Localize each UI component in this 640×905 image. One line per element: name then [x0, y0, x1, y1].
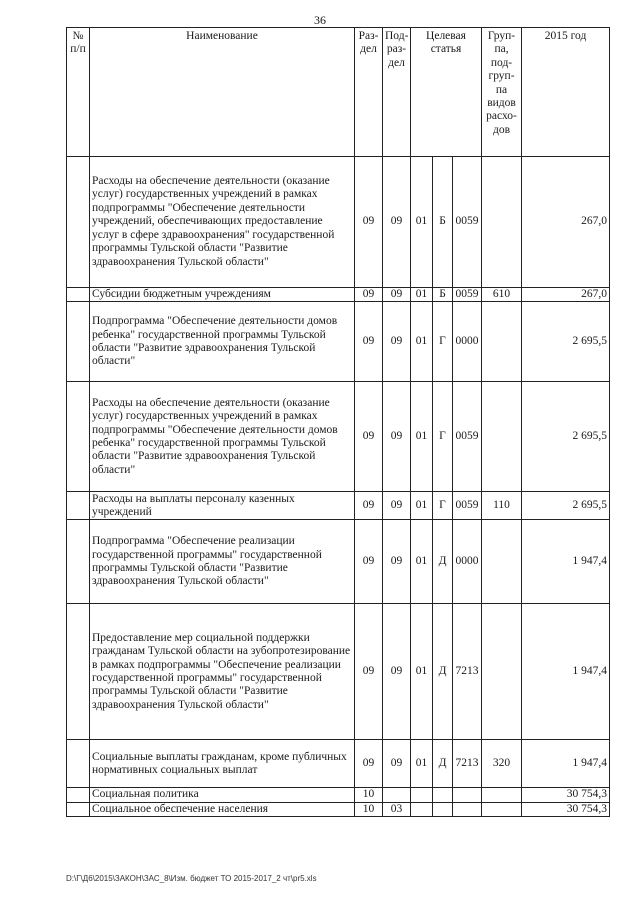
cell-name: Подпрограмма "Обеспечение реализации государственной программы" государственной программы Тульской области "Развитие здравоохранения Тульской области"	[90, 520, 355, 604]
cell-amount: 267,0	[522, 157, 610, 288]
cell-name: Предоставление мер социальной поддержки гражданам Тульской области на зубопротезирование в рамках подпрограммы "Обеспечение реализации государственной программы" государственной программы Тульской области "Развитие здравоохранения Тульской области"	[90, 604, 355, 740]
cell-group	[482, 520, 522, 604]
cell-razdel: 09	[355, 157, 383, 288]
cell-group	[482, 802, 522, 816]
table-row	[67, 802, 610, 816]
cell-podrazdel: 09	[383, 302, 411, 382]
cell-num	[67, 492, 90, 520]
header-num: № п/п	[67, 28, 90, 157]
cell-amount: 30 754,3	[522, 788, 610, 802]
table-body	[67, 157, 610, 817]
cell-razdel: 09	[355, 288, 383, 302]
cell-num	[67, 788, 90, 802]
table-row	[67, 157, 610, 288]
cell-target-3: 0000	[453, 520, 482, 604]
cell-target-1: 01	[411, 740, 433, 788]
table-row	[67, 492, 610, 520]
cell-razdel: 09	[355, 740, 383, 788]
cell-target-2: Г	[433, 492, 453, 520]
cell-podrazdel: 09	[383, 520, 411, 604]
cell-amount: 2 695,5	[522, 492, 610, 520]
cell-razdel: 09	[355, 492, 383, 520]
cell-razdel: 09	[355, 520, 383, 604]
cell-group	[482, 302, 522, 382]
cell-target-2	[433, 802, 453, 816]
cell-target-3: 0059	[453, 382, 482, 492]
file-path-footer: D:\Г\Д6\2015\ЗАКОН\ЗАС_8\Изм. бюджет ТО 2015-2017_2 чт\pr5.xls	[66, 874, 317, 883]
cell-num	[67, 157, 90, 288]
page-number: 36	[314, 13, 326, 27]
cell-podrazdel: 09	[383, 157, 411, 288]
cell-target-3	[453, 788, 482, 802]
cell-target-1: 01	[411, 492, 433, 520]
table-row	[67, 788, 610, 802]
cell-podrazdel: 09	[383, 288, 411, 302]
cell-target-1: 01	[411, 520, 433, 604]
header-row	[67, 28, 610, 157]
cell-num	[67, 288, 90, 302]
cell-podrazdel: 03	[383, 802, 411, 816]
cell-target-2: Д	[433, 740, 453, 788]
cell-razdel: 10	[355, 788, 383, 802]
cell-name: Расходы на обеспечение деятельности (оказание услуг) государственных учреждений в рамках подпрограммы "Обеспечение деятельности домов ребенка" государственной программы Тульской области "Развитие здравоохранения Тульской области"	[90, 382, 355, 492]
cell-num	[67, 740, 90, 788]
cell-amount: 1 947,4	[522, 520, 610, 604]
cell-group: 320	[482, 740, 522, 788]
cell-target-2: Б	[433, 157, 453, 288]
cell-group	[482, 382, 522, 492]
header-year: 2015 год	[522, 28, 610, 157]
cell-name: Социальные выплаты гражданам, кроме публичных нормативных социальных выплат	[90, 740, 355, 788]
cell-name: Социальная политика	[90, 788, 355, 802]
cell-target-1: 01	[411, 604, 433, 740]
table-row	[67, 604, 610, 740]
table-row	[67, 520, 610, 604]
table-row	[67, 302, 610, 382]
cell-target-1: 01	[411, 157, 433, 288]
cell-razdel: 09	[355, 382, 383, 492]
cell-razdel: 09	[355, 302, 383, 382]
header-razdel: Раз-дел	[355, 28, 383, 157]
table-row	[67, 740, 610, 788]
cell-target-3: 7213	[453, 740, 482, 788]
cell-podrazdel	[383, 788, 411, 802]
cell-target-3: 0059	[453, 288, 482, 302]
cell-target-1	[411, 788, 433, 802]
header-podrazdel: Под-раз-дел	[383, 28, 411, 157]
cell-target-1: 01	[411, 382, 433, 492]
cell-target-3: 7213	[453, 604, 482, 740]
cell-amount: 267,0	[522, 288, 610, 302]
table-row	[67, 382, 610, 492]
cell-target-2	[433, 788, 453, 802]
cell-target-3: 0000	[453, 302, 482, 382]
cell-target-2: Г	[433, 302, 453, 382]
cell-num	[67, 604, 90, 740]
cell-target-1: 01	[411, 288, 433, 302]
cell-name: Подпрограмма "Обеспечение деятельности домов ребенка" государственной программы Тульской области "Развитие здравоохранения Тульской области"	[90, 302, 355, 382]
budget-table	[66, 27, 610, 817]
cell-amount: 30 754,3	[522, 802, 610, 816]
cell-amount: 2 695,5	[522, 302, 610, 382]
cell-group	[482, 157, 522, 288]
cell-target-2: Г	[433, 382, 453, 492]
header-target: Целевая статья	[411, 28, 482, 157]
cell-group: 110	[482, 492, 522, 520]
cell-num	[67, 520, 90, 604]
cell-num	[67, 302, 90, 382]
header-name: Наименование	[90, 28, 355, 157]
cell-podrazdel: 09	[383, 492, 411, 520]
cell-razdel: 10	[355, 802, 383, 816]
cell-target-1: 01	[411, 302, 433, 382]
cell-razdel: 09	[355, 604, 383, 740]
cell-name: Субсидии бюджетным учреждениям	[90, 288, 355, 302]
cell-target-2: Д	[433, 520, 453, 604]
cell-target-3	[453, 802, 482, 816]
cell-amount: 1 947,4	[522, 740, 610, 788]
cell-name: Расходы на обеспечение деятельности (оказание услуг) государственных учреждений в рамках подпрограммы "Обеспечение деятельности учреждений, обеспечивающих предоставление услуг в сфере здравоохранения" государственной программы Тульской области "Развитие здравоохранения Тульской области"	[90, 157, 355, 288]
cell-target-2: Б	[433, 288, 453, 302]
cell-podrazdel: 09	[383, 604, 411, 740]
header-group: Груп-па, под-груп-па видов расхо-дов	[482, 28, 522, 157]
cell-target-3: 0059	[453, 157, 482, 288]
cell-target-3: 0059	[453, 492, 482, 520]
cell-amount: 2 695,5	[522, 382, 610, 492]
cell-group	[482, 788, 522, 802]
cell-podrazdel: 09	[383, 382, 411, 492]
cell-num	[67, 802, 90, 816]
cell-amount: 1 947,4	[522, 604, 610, 740]
cell-name: Социальное обеспечение населения	[90, 802, 355, 816]
cell-podrazdel: 09	[383, 740, 411, 788]
table-row	[67, 288, 610, 302]
cell-group	[482, 604, 522, 740]
cell-target-1	[411, 802, 433, 816]
cell-target-2: Д	[433, 604, 453, 740]
cell-group: 610	[482, 288, 522, 302]
cell-num	[67, 382, 90, 492]
cell-name: Расходы на выплаты персоналу казенных учреждений	[90, 492, 355, 520]
